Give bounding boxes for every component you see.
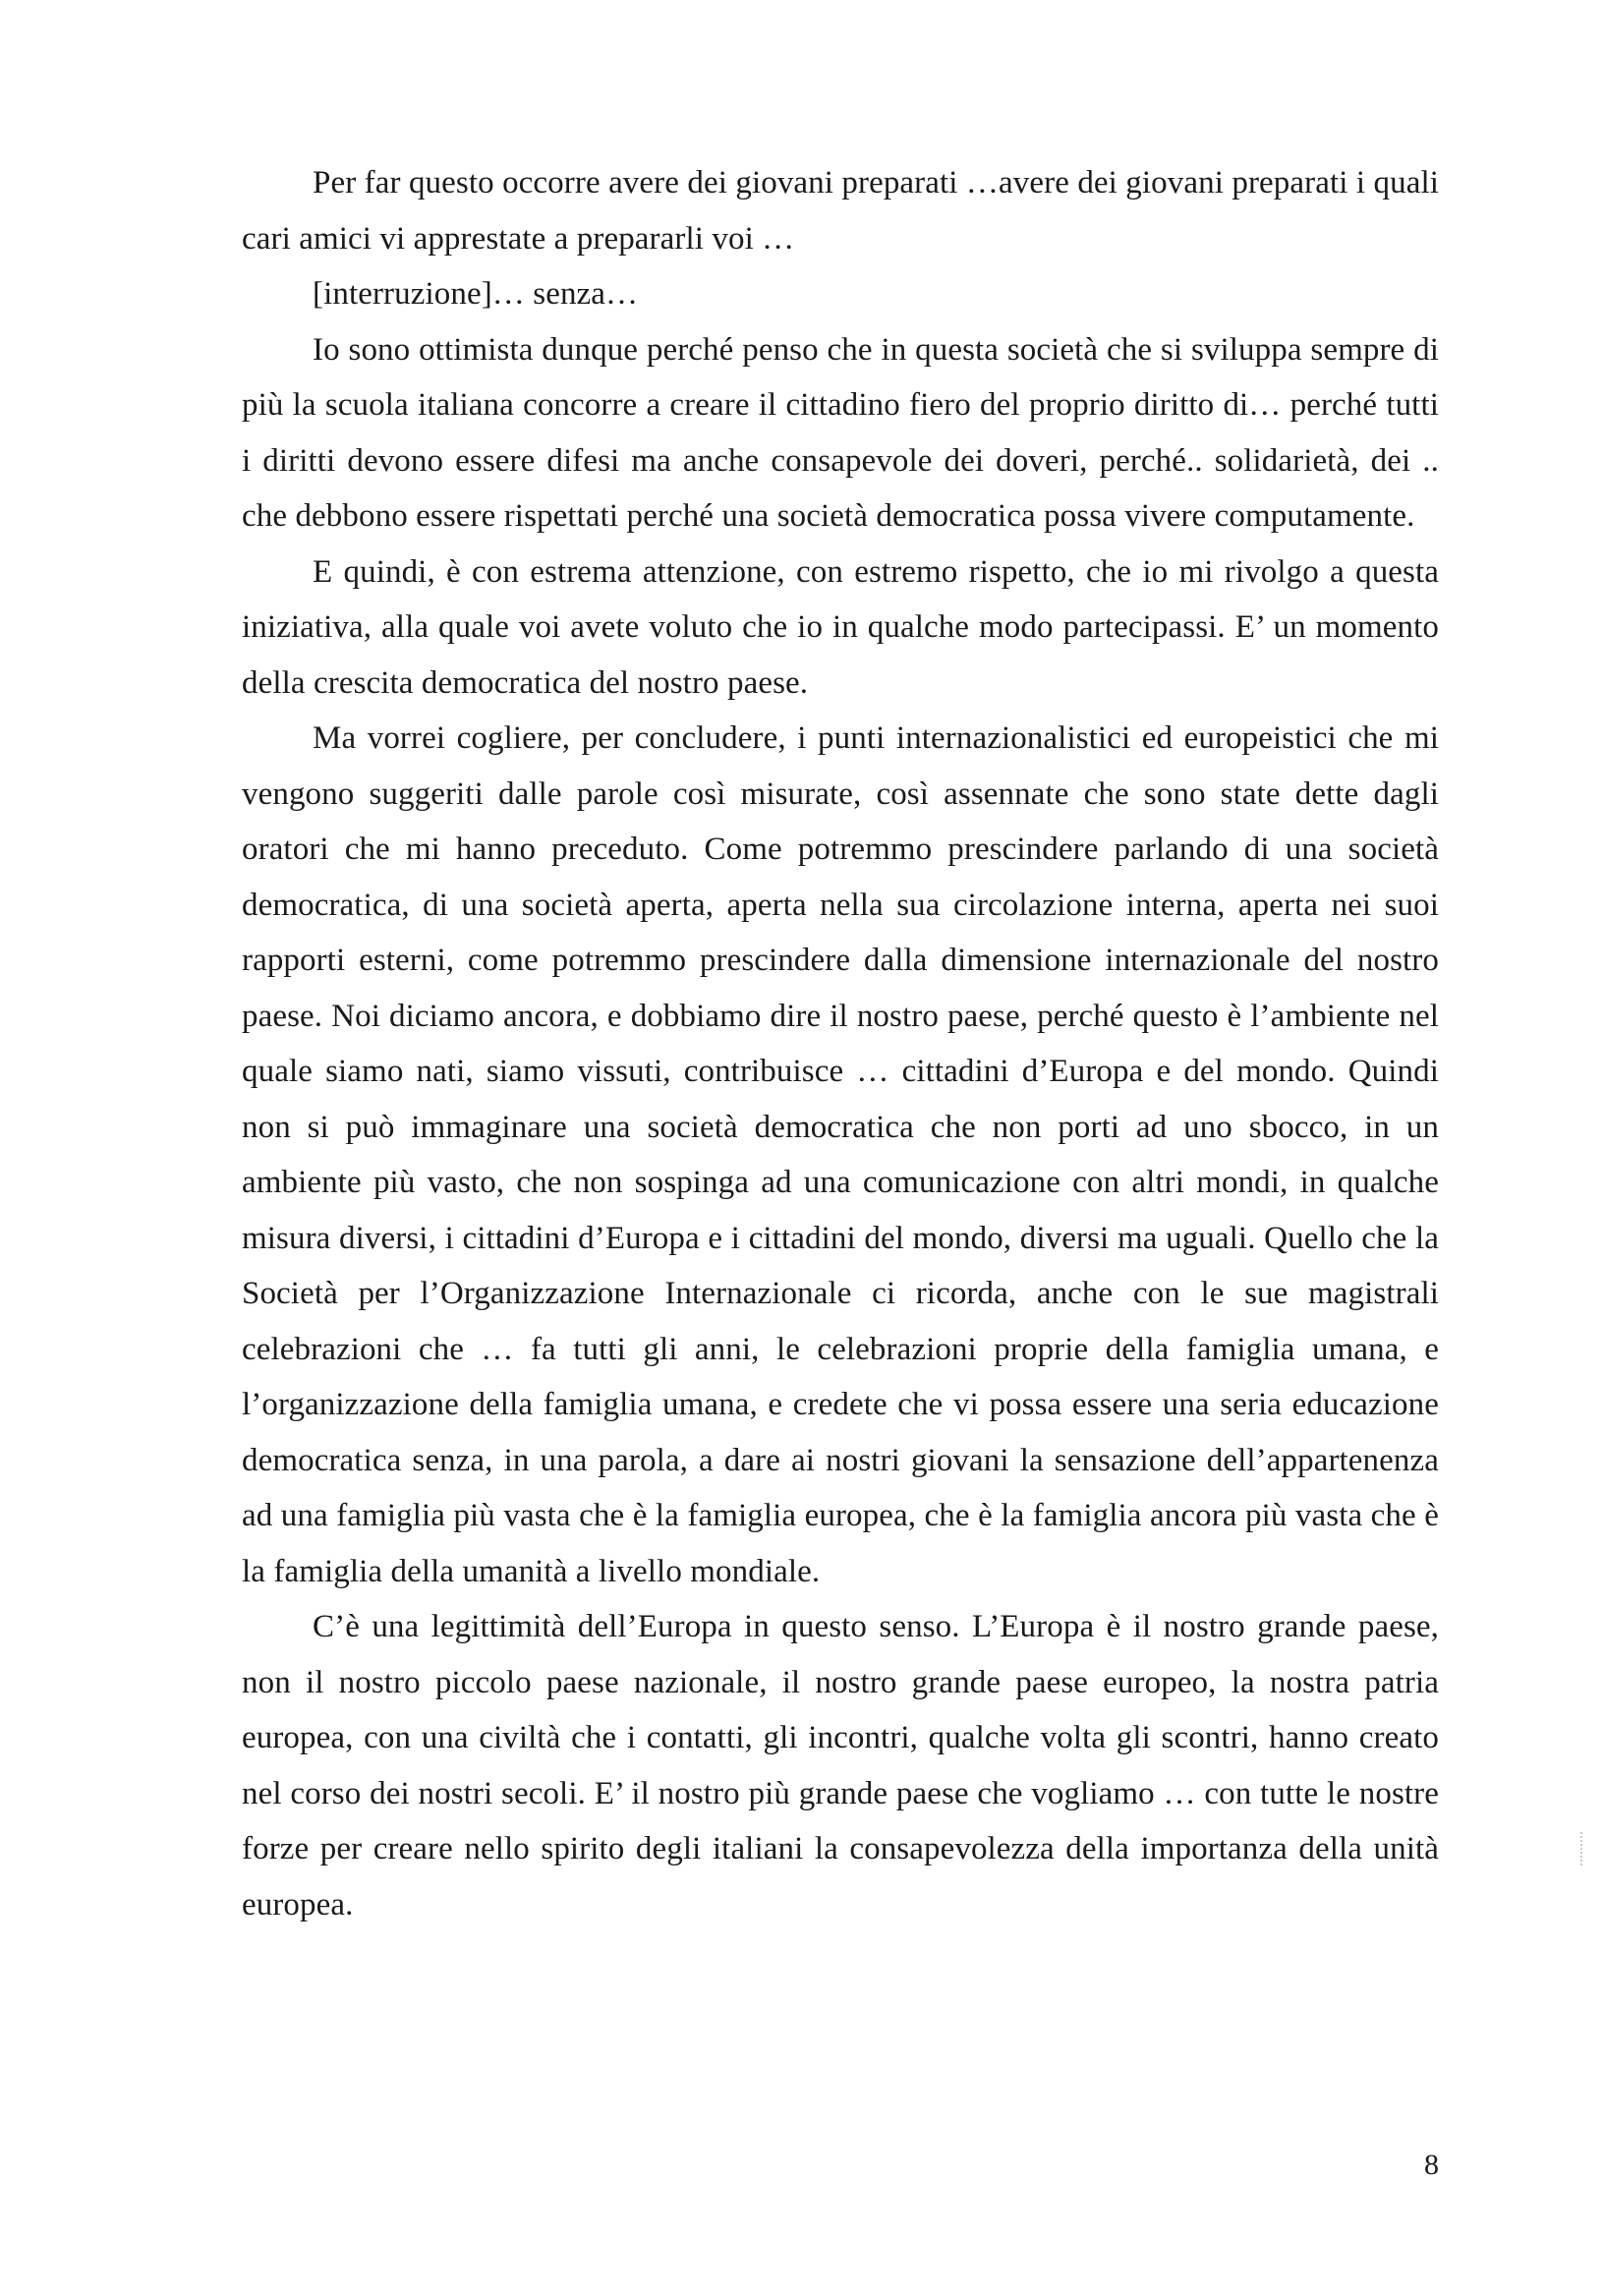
paragraph: E quindi, è con estrema attenzione, con estremo rispetto, che io mi rivolgo a questa iniziativa, alla quale voi avete voluto che io in qualche modo partecipassi. E’ un momento della crescita democratica del nostro paese. [242, 553, 1439, 701]
paragraph: C’è una legittimità dell’Europa in questo senso. L’Europa è il nostro grande paese, non il nostro piccolo paese nazionale, il nostro grande paese europeo, la nostra patria europea, con una civiltà che i contatti, gli incontri, qualche volta gli scontri, hanno creato nel corso dei nostri secoli. E’ il nostro più grande paese che vogliamo … con tutte le nostre forze per creare nello spirito degli italiani la consapevolezza della importanza della unità europea. [242, 1609, 1439, 1923]
document-body [242, 155, 1439, 1932]
scan-edge-mark [1580, 1832, 1584, 1866]
paragraph: Per far questo occorre avere dei giovani preparati …avere dei giovani preparati i quali cari amici vi apprestate a prepararli voi … [242, 165, 1439, 257]
paragraph: Ma vorrei cogliere, per concludere, i punti internazionalistici ed europeistici che mi vengono suggeriti dalle parole così misurate, così assennate che sono state dette dagli oratori che mi hanno preceduto. Come potremmo prescindere parlando di una società democratica, di una società aperta, aperta nella sua circolazione interna, aperta nei suoi rapporti esterni, come potremmo prescindere dalla dimensione internazionale del nostro paese. Noi diciamo ancora, e dobbiamo dire il nostro paese, perché questo è l’ambiente nel quale siamo nati, siamo vissuti, contribuisce … cittadini d’Europa e del mondo. Quindi non si può immaginare una società democratica che non porti ad uno sbocco, in un ambiente più vasto, che non sospinga ad una comunicazione con altri mondi, in qualche misura diversi, i cittadini d’Europa e i cittadini del mondo, diversi ma uguali. Quello che la Società per l’Organizzazione Internazionale ci ricorda, anche con le sue magistrali celebrazioni che … fa tutti gli anni, le celebrazioni proprie della famiglia umana, e l’organizzazione della famiglia umana, e credete che vi possa essere una seria educazione democratica senza, in una parola, a dare ai nostri giovani la sensazione dell’appartenenza ad una famiglia più vasta che è la famiglia europea, che è la famiglia ancora più vasta che è la famiglia della umanità a livello mondiale. [242, 720, 1439, 1589]
page-number: 8 [1424, 2149, 1439, 2181]
paragraph: [interruzione]… senza… [313, 276, 639, 312]
paragraph: Io sono ottimista dunque perché penso che in questa società che si sviluppa sempre di più la scuola italiana concorre a creare il cittadino fiero del proprio diritto di… perché tutti i diritti devono essere difesi ma anche consapevole dei doveri, perché.. solidarietà, dei .. che debbono essere rispettati perché una società democratica possa vivere computamente. [242, 331, 1439, 534]
